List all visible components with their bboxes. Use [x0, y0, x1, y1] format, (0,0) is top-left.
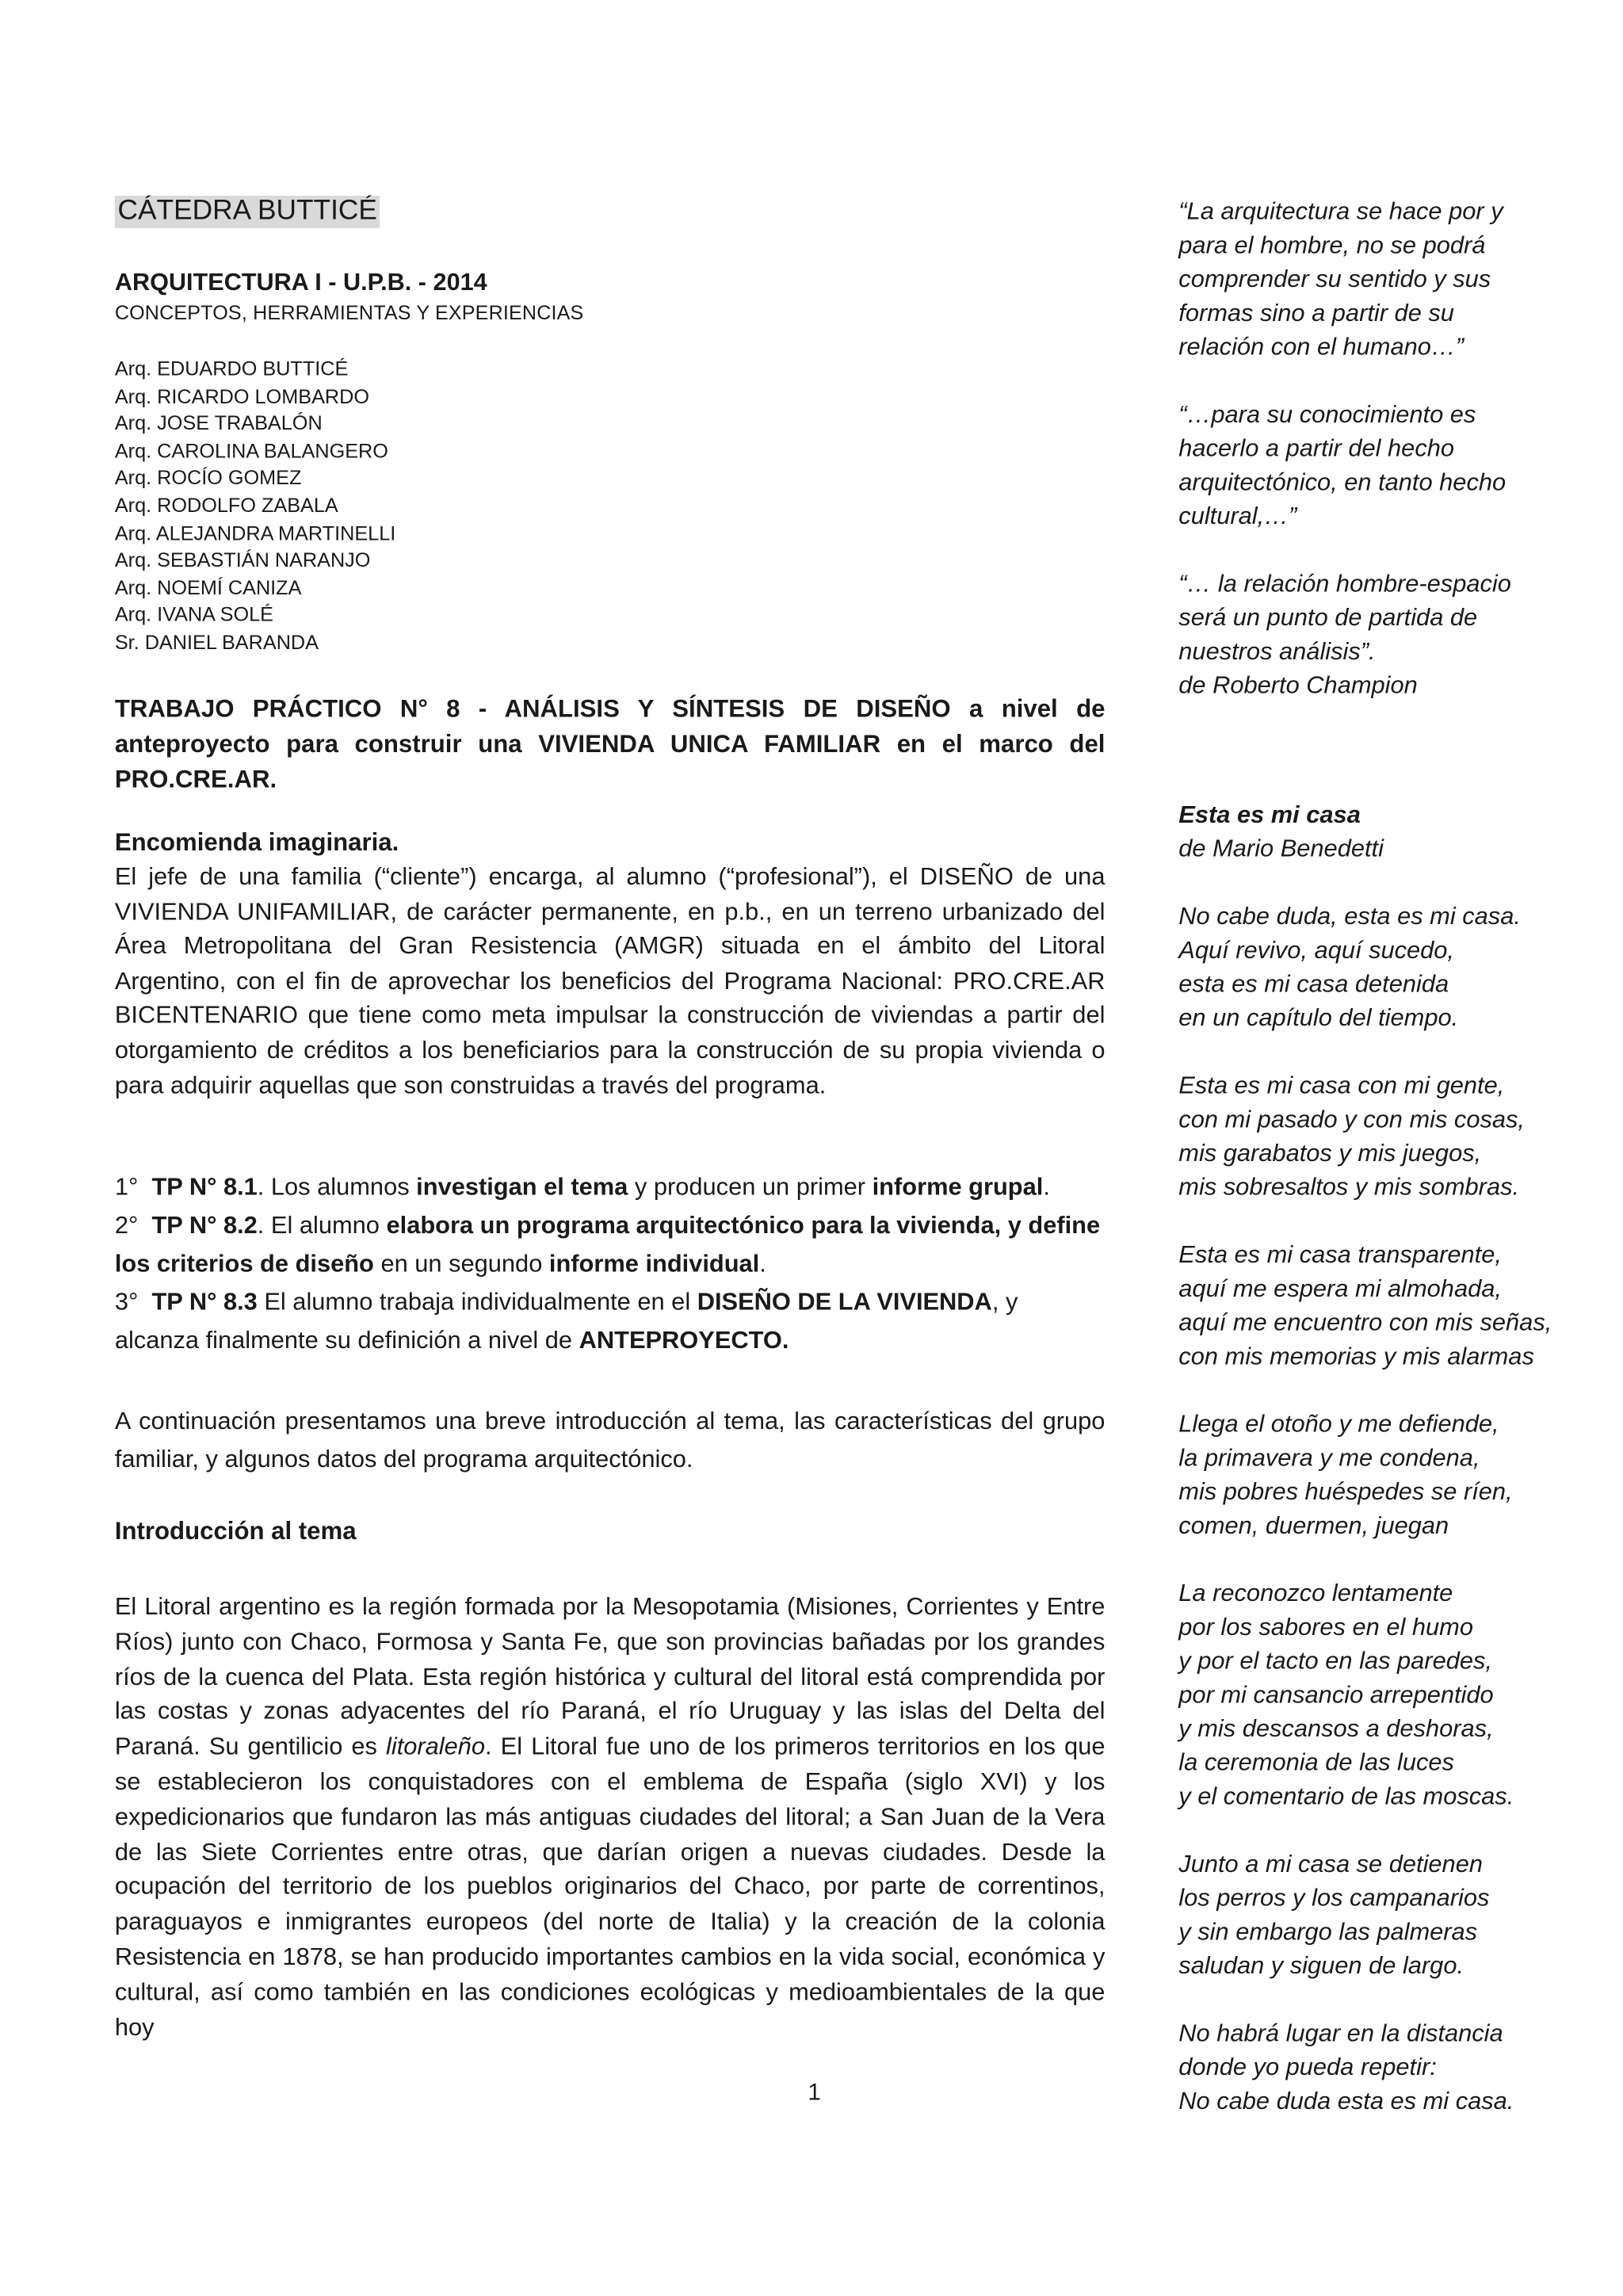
step-1 [115, 1168, 1106, 1206]
poem-author: de Mario Benedetti [1178, 834, 1384, 863]
page-number: 1 [808, 2080, 821, 2107]
quote-line: “…para su conocimiento es [1178, 400, 1476, 429]
quote-line: será un punto de partida de [1178, 603, 1478, 632]
step-text: en un segundo [373, 1249, 549, 1278]
quote-line: cultural,…” [1178, 502, 1297, 530]
poem-line: La reconozco lentamente [1178, 1579, 1453, 1607]
poem [1178, 797, 1561, 2151]
poem-line: Aquí revivo, aquí sucedo, [1178, 935, 1455, 965]
poem-title: Esta es mi casa [1178, 800, 1361, 829]
quote [1178, 194, 1561, 364]
quote [1178, 397, 1561, 533]
catedra-title: CÁTEDRA BUTTICÉ [115, 196, 380, 228]
poem-line: y el comentario de las moscas. [1178, 1782, 1514, 1810]
quote-line: “La arquitectura se hace por y [1178, 197, 1503, 226]
faculty-member: Arq. ROCÍO GOMEZ [114, 467, 302, 490]
course-title: ARQUITECTURA I - U.P.B. - 2014 [114, 269, 487, 296]
faculty-member: Arq. CAROLINA BALANGERO [114, 439, 388, 462]
poem-stanza [1178, 1238, 1561, 1373]
faculty-member: Arq. RODOLFO ZABALA [114, 494, 338, 517]
faculty-member: Arq. SEBASTIÁN NARANJO [114, 548, 371, 571]
poem-line: Esta es mi casa transparente, [1178, 1240, 1502, 1269]
litoral-text: El Litoral argentino es la región formada por la Mesopotamia (Misiones, Corrientes y Entre Ríos) junto con Chaco, Formosa y Santa Fe, que son provincias bañadas por los grandes ríos de la cuenca del Plata. Esta región histórica y cultural del litoral está comprendida por las costas y zonas adyacentes del río Paraná, el río Uruguay y las islas del Delta del Paraná. Su gentilicio es [114, 1592, 1106, 1761]
quote-line: arquitectónico, en tanto hecho [1178, 468, 1507, 496]
poem-line: mis sobresaltos y mis sombras. [1178, 1172, 1520, 1201]
step-text: . Los alumnos [257, 1172, 417, 1201]
poem-stanza [1178, 1407, 1561, 1542]
step-number: 1° [114, 1172, 139, 1201]
faculty-member: Arq. EDUARDO BUTTICÉ [114, 357, 349, 380]
poem-line: por los sabores en el humo [1178, 1613, 1473, 1641]
poem-line: saludan y siguen de largo. [1178, 1951, 1465, 1980]
step-number: 2° [114, 1211, 139, 1240]
faculty-member: Arq. NOEMÍ CANIZA [114, 576, 302, 599]
poem-line: aquí me encuentro con mis señas, [1178, 1308, 1552, 1336]
step-code: TP N° 8.1 [151, 1172, 258, 1201]
poem-line: la ceremonia de las luces [1178, 1748, 1454, 1777]
quote-line: para el hombre, no se podrá [1178, 231, 1486, 259]
step-text: , y alcanza finalmente su definición a nivel de [114, 1287, 1018, 1354]
poem-line: con mi pasado y con mis cosas, [1178, 1105, 1525, 1133]
faculty-member: Arq. RICARDO LOMBARDO [114, 384, 369, 407]
poem-line: y por el tacto en las paredes, [1178, 1646, 1492, 1675]
poem-line: No cabe duda, esta es mi casa. [1178, 902, 1521, 930]
assignment-title: TRABAJO PRÁCTICO N° 8 - ANÁLISIS Y SÍNTESIS DE DISEÑO a nivel de anteproyecto para construir una VIVIENDA UNICA FAMILIAR en el marco del PRO.CRE.AR. [114, 694, 1106, 793]
poem-line: la primavera y me condena, [1178, 1443, 1480, 1472]
quote-attribution: de Roberto Champion [1178, 670, 1418, 699]
assignment-steps [115, 1168, 1106, 1359]
litoral-gentilicio: litoraleño [386, 1732, 486, 1761]
faculty-list [115, 356, 395, 657]
poem-stanza [1178, 1576, 1561, 1813]
poem-line: comen, duermen, juegan [1178, 1511, 1449, 1540]
commission-heading: Encomienda imaginaria. [114, 828, 399, 857]
step-2 [115, 1207, 1106, 1284]
quote [1178, 567, 1561, 702]
poem-line: Esta es mi casa con mi gente, [1178, 1071, 1505, 1100]
intro-paragraph: A continuación presentamos una breve introducción al tema, las características del grupo familiar, y algunos datos del programa arquitectónico. [114, 1407, 1106, 1473]
faculty-member: Sr. DANIEL BARANDA [114, 631, 319, 654]
step-text: El alumno trabaja individualmente en el [257, 1287, 697, 1316]
step-text: y producen un primer [628, 1172, 873, 1201]
poem-line: en un capítulo del tiempo. [1178, 1003, 1459, 1032]
poem-line: y sin embargo las palmeras [1178, 1917, 1478, 1946]
poem-line: esta es mi casa detenida [1178, 969, 1449, 998]
poem-line: con mis memorias y mis alarmas [1178, 1342, 1534, 1370]
poem-line: donde yo pueda repetir: [1178, 2053, 1437, 2081]
step-emphasis: DISEÑO DE LA VIVIENDA [697, 1287, 992, 1316]
poem-line: Junto a mi casa se detienen [1178, 1849, 1483, 1878]
poem-line: No cabe duda esta es mi casa. [1178, 2086, 1514, 2115]
step-emphasis: informe grupal [872, 1172, 1044, 1201]
intro-heading: Introducción al tema [114, 1517, 357, 1545]
course-subtitle: CONCEPTOS, HERRAMIENTAS Y EXPERIENCIAS [114, 301, 584, 324]
step-text: . El alumno [257, 1211, 387, 1240]
step-emphasis: ANTEPROYECTO. [579, 1325, 789, 1354]
step-code: TP N° 8.3 [151, 1287, 258, 1316]
quote-line: “… la relación hombre-espacio [1178, 569, 1511, 598]
step-number: 3° [114, 1287, 139, 1316]
poem-line: mis garabatos y mis juegos, [1178, 1139, 1482, 1167]
quote-line: nuestros análisis”. [1178, 636, 1376, 666]
step-code: TP N° 8.2 [151, 1211, 258, 1240]
poem-spacer [1178, 865, 1561, 900]
commission-paragraph: El jefe de una familia (“cliente”) encarga, al alumno (“profesional”), el DISEÑO de una VIVIENDA UNIFAMILIAR, de carácter permanente, en p.b., en un terreno urbanizado del Área Metropolitana del Gran Resistencia (AMGR) situada en el ámbito del Litoral Argentino, con el fin de aprovechar los beneficios del Programa Nacional: PRO.CRE.AR BICENTENARIO que tiene como meta impulsar la construcción de viviendas a partir del otorgamiento de créditos a los beneficiarios para la construcción de su propia vivienda o para adquirir aquellas que son construidas a través del programa. [114, 862, 1106, 1099]
poem-line: los perros y los campanarios [1178, 1883, 1490, 1912]
step-emphasis: elabora un programa arquitectónico para la vivienda, y define los criterios de diseño [114, 1211, 1101, 1278]
quote-line: comprender su sentido y sus [1178, 265, 1491, 293]
poem-line: mis pobres huéspedes se ríen, [1178, 1477, 1513, 1506]
step-3 [115, 1283, 1106, 1360]
litoral-text: . El Litoral fue uno de los primeros territorios en los que se establecieron los conquistadores con el emblema de España (siglo XVI) y los expedicionarios que fundaron las más antiguas ciudades del litoral; a San Juan de la Vera de las Siete Corrientes entre otras, que darían origen a nuevas ciudades. Desde la ocupación del territorio de los pueblos originarios del Chaco, por parte de correntinos, paraguayos e inmigrantes europeos (del norte de Italia) y la creación de la colonia Resistencia en 1878, se han producido importantes cambios en la vida social, económica y cultural, así como también en las condiciones ecológicas y medioambientales de la que hoy [114, 1732, 1106, 2041]
poem-stanza [1178, 900, 1561, 1035]
faculty-member: Arq. IVANA SOLÉ [114, 603, 273, 626]
step-emphasis: informe individual [548, 1249, 760, 1278]
poem-stanza [1178, 2016, 1561, 2118]
poem-stanza [1178, 1068, 1561, 1204]
poem-line: Llega el otoño y me defiende, [1178, 1409, 1499, 1438]
poem-line: No habrá lugar en la distancia [1178, 2019, 1503, 2047]
litoral-paragraph [115, 1589, 1106, 2044]
poem-line: aquí me espera mi almohada, [1178, 1274, 1502, 1303]
poem-stanza [1178, 1847, 1561, 1982]
faculty-member: Arq. JOSE TRABALÓN [114, 412, 323, 435]
step-text: . [759, 1249, 766, 1278]
step-emphasis: investigan el tema [416, 1172, 628, 1201]
faculty-member: Arq. ALEJANDRA MARTINELLI [114, 521, 396, 544]
quote-line: formas sino a partir de su [1178, 298, 1454, 327]
poem-line: por mi cansancio arrepentido [1178, 1680, 1494, 1709]
poem-line: y mis descansos a deshoras, [1178, 1714, 1494, 1743]
quote-line: hacerlo a partir del hecho [1178, 434, 1455, 463]
quotes-column [1178, 194, 1561, 735]
step-text: . [1043, 1172, 1050, 1201]
quote-line: relación con el humano…” [1178, 332, 1464, 361]
